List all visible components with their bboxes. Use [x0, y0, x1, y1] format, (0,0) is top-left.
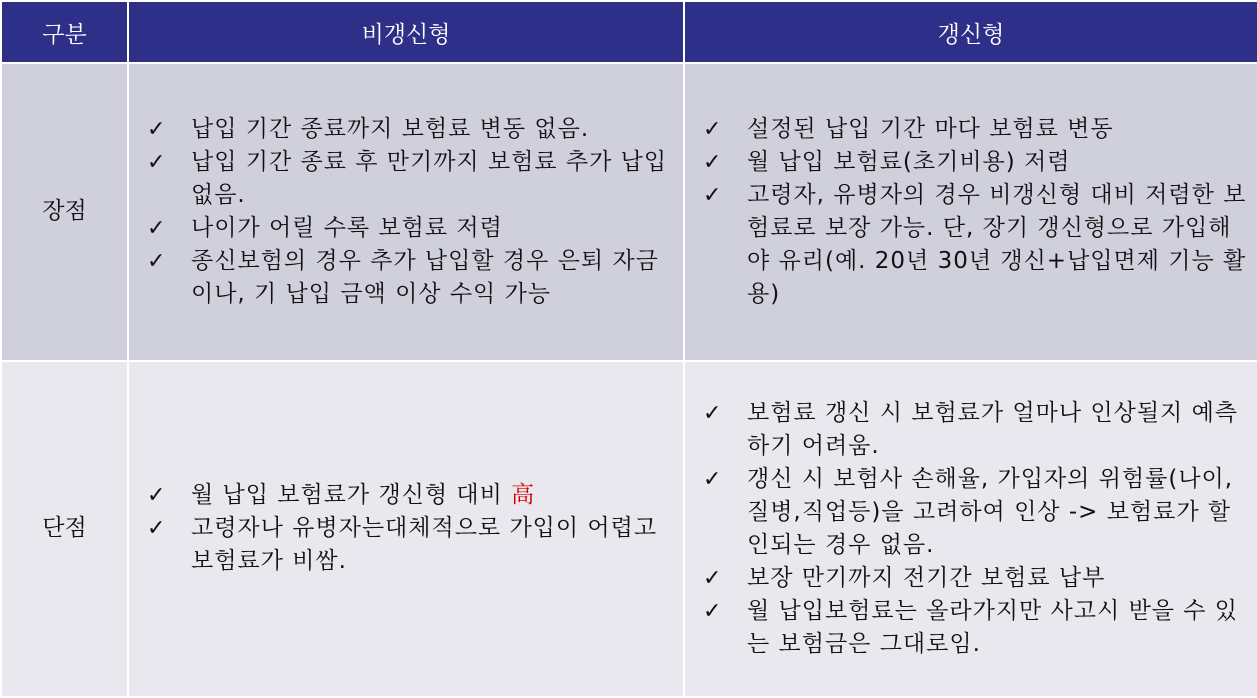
- check-mark-icon: ✓: [703, 400, 722, 426]
- list-item-text: 종신보험의 경우 추가 납입할 경우 은퇴 자금이나, 기 납입 금액 이상 수익 가능: [191, 247, 659, 307]
- check-mark-icon: ✓: [147, 149, 166, 175]
- list-item-text: [191, 479, 673, 512]
- header-row: [1, 1, 1257, 63]
- pros-row: [1, 63, 1257, 361]
- list-item-text: 나이가 어릴 수록 보험료 저렴: [191, 214, 503, 241]
- header-category: 구분: [1, 1, 128, 63]
- list-item-text: 설정된 납입 기간 마다 보험료 변동: [747, 115, 1114, 142]
- check-mark-icon: ✓: [703, 598, 722, 624]
- check-mark-icon: ✓: [147, 516, 166, 542]
- list-item: [147, 245, 673, 311]
- list-item: [147, 479, 673, 512]
- list-item: [703, 179, 1247, 311]
- list-item: [703, 595, 1247, 661]
- list-item: [703, 113, 1247, 146]
- list-item-text: 고령자나 유병자는대체적으로 가입이 어렵고 보험료가 비쌈.: [191, 515, 658, 575]
- list-item-text: 납입 기간 종료까지 보험료 변동 없음.: [191, 115, 590, 142]
- list-item: [703, 562, 1247, 595]
- list-item-text: 보장 만기까지 전기간 보험료 납부: [747, 564, 1106, 591]
- list-item: [147, 212, 673, 245]
- list-item-text: 갱신 시 보험사 손해율, 가입자의 위험률(나이,질병,직업등)을 고려하여 인상 -> 보험료가 할인되는 경우 없음.: [747, 465, 1234, 558]
- check-mark-icon: ✓: [147, 483, 166, 509]
- list-item: [147, 512, 673, 578]
- pros-non-renewal-list: [147, 113, 673, 311]
- pros-non-renewal-cell: [128, 63, 684, 361]
- row-label-pros: 장점: [1, 63, 128, 361]
- check-mark-icon: ✓: [703, 149, 722, 175]
- list-item: [147, 146, 673, 212]
- cons-renewal-cell: [684, 361, 1257, 697]
- list-item: [703, 397, 1247, 463]
- check-mark-icon: ✓: [703, 182, 722, 208]
- cons-non-renewal-cell: [128, 361, 684, 697]
- check-mark-icon: ✓: [703, 565, 722, 591]
- list-item-text: 납입 기간 종료 후 만기까지 보험료 추가 납입 없음.: [191, 148, 668, 208]
- list-item: [703, 463, 1247, 562]
- check-mark-icon: ✓: [703, 116, 722, 142]
- pros-renewal-cell: [684, 63, 1257, 361]
- highlight-text: 高: [511, 482, 536, 509]
- header-renewal: 갱신형: [684, 1, 1257, 63]
- header-non-renewal: 비갱신형: [128, 1, 684, 63]
- list-item-text: 보험료 갱신 시 보험료가 얼마나 인상될지 예측하기 어려움.: [747, 399, 1239, 459]
- list-item-text: 월 납입 보험료(초기비용) 저렴: [747, 148, 1071, 175]
- cons-renewal-list: [703, 397, 1247, 661]
- check-mark-icon: ✓: [147, 116, 166, 142]
- list-item-text: 고령자, 유병자의 경우 비갱신형 대비 저렴한 보험료로 보장 가능. 단, 장기 갱신형으로 가입해야 유리(예. 20년 30년 갱신+납입면제 기능 활용): [747, 181, 1247, 307]
- check-mark-icon: ✓: [147, 248, 166, 274]
- pros-renewal-list: [703, 113, 1247, 311]
- cons-row: [1, 361, 1257, 697]
- list-item-text: 월 납입보험료는 올라가지만 사고시 받을 수 있는 보험금은 그대로임.: [747, 597, 1239, 657]
- cons-non-renewal-list: [147, 479, 673, 578]
- list-item-text-main: 월 납입 보험료가 갱신형 대비: [191, 482, 512, 509]
- check-mark-icon: ✓: [703, 466, 722, 492]
- check-mark-icon: ✓: [147, 215, 166, 241]
- list-item: [147, 113, 673, 146]
- row-label-cons: 단점: [1, 361, 128, 697]
- list-item: [703, 146, 1247, 179]
